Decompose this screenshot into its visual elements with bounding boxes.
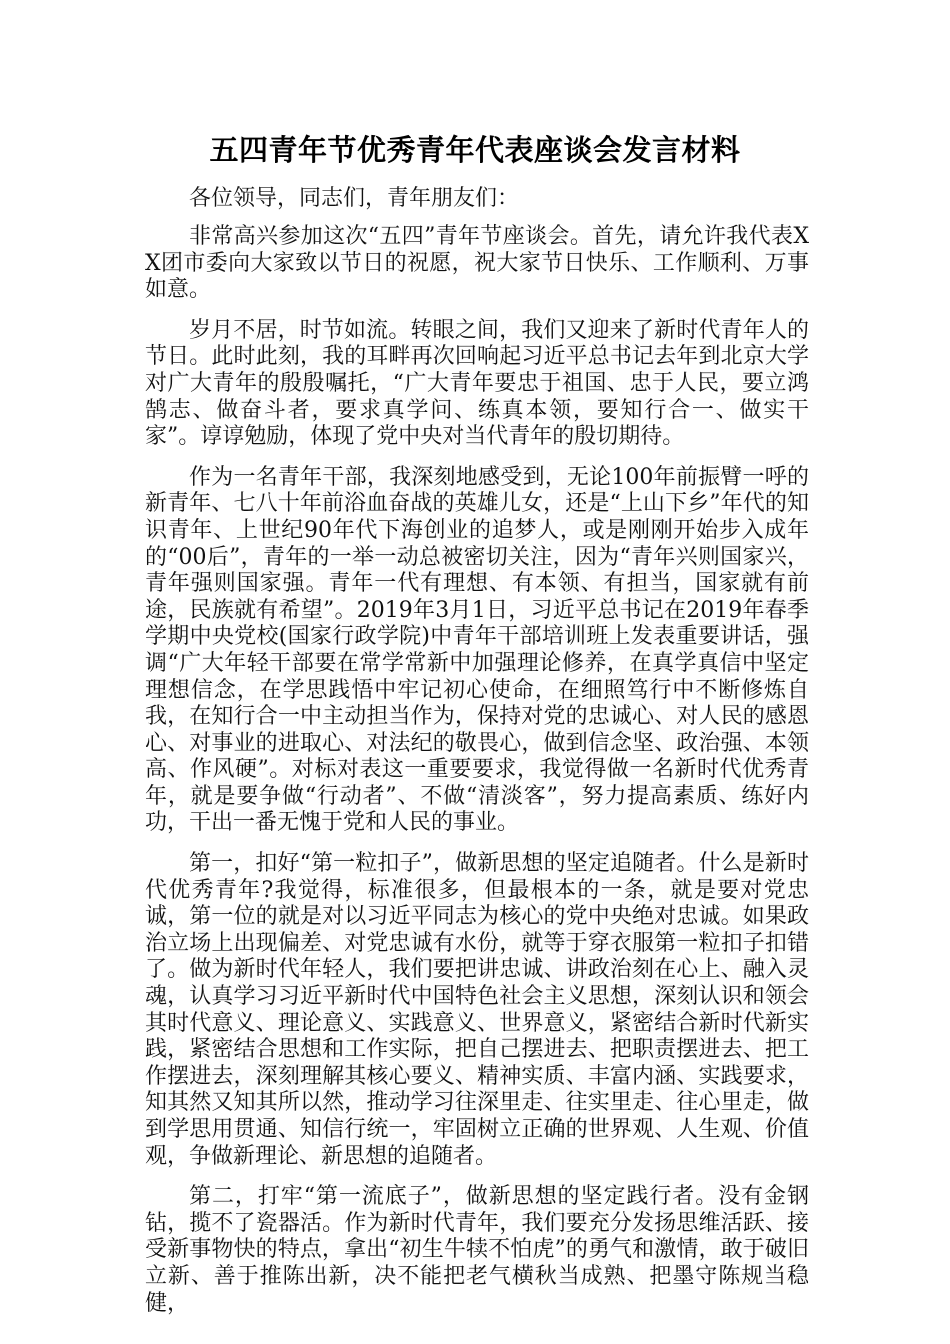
document-body [145, 184, 809, 1331]
greeting: 各位领导，同志们，青年朋友们： [189, 186, 520, 211]
paragraph-2: 岁月不居，时节如流。转眼之间，我们又迎来了新时代青年人的节日。此时此刻，我的耳畔再次回响起习近平总书记去年到北京大学对广大青年的殷殷嘱托，“广大青年要忠于祖国、忠于人民，要立鸿鹄志、做奋斗者，要求真学问、练真本领，要知行合一、做实干家”。谆谆勉励，体现了党中央对当代青年的殷切期待。 [145, 317, 809, 450]
paragraph-4: 第一，扣好“第一粒扣子”，做新思想的坚定追随者。什么是新时代优秀青年?我觉得，标准很多，但最根本的一条，就是要对党忠诚，第一位的就是对以习近平同志为核心的党中央绝对忠诚。如果政治立场上出现偏差、对党忠诚有水份，就等于穿衣服第一粒扣子扣错了。做为新时代年轻人，我们要把讲忠诚、讲政治刻在心上、融入灵魂，认真学习习近平新时代中国特色社会主义思想，深刻认识和领会其时代意义、理论意义、实践意义、世界意义，紧密结合新时代新实践，紧密结合思想和工作实际，把自己摆进去、把职责摆进去、把工作摆进去，深刻理解其核心要义、精神实质、丰富内涵、实践要求，知其然又知其所以然，推动学习往深里走、往实里走、往心里走，做到学思用贯通、知信行统一，牢固树立正确的世界观、人生观、价值观，争做新理论、新思想的追随者。 [145, 851, 809, 1169]
paragraph-1: 非常高兴参加这次“五四”青年节座谈会。首先，请允许我代表XX团市委向大家致以节日的祝愿，祝大家节日快乐、工作顺利、万事如意。 [145, 224, 809, 303]
paragraph-5: 第二，打牢“第一流底子”，做新思想的坚定践行者。没有金钢钻，揽不了瓷器活。作为新时代青年，我们要充分发扬思维活跃、接受新事物快的特点，拿出“初生牛犊不怕虎”的勇气和激情，敢于破旧立新、善于推陈出新，决不能把老气横秋当成熟、把墨守陈规当稳健， [145, 1184, 809, 1316]
paragraph-3: 作为一名青年干部，我深刻地感受到，无论100年前振臂一呼的新青年、七八十年前浴血奋战的英雄儿女，还是“上山下乡”年代的知识青年、上世纪90年代下海创业的追梦人，或是刚刚开始步入成年的“00后”，青年的一举一动总被密切关注，因为“青年兴则国家兴，青年强则国家强。青年一代有理想、有本领、有担当，国家就有前途，民族就有希望”。2019年3月1日，习近平总书记在2019年春季学期中央党校(国家行政学院)中青年干部培训班上发表重要讲话，强调“广大年轻干部要在常学常新中加强理论修养，在真学真信中坚定理想信念，在学思践悟中牢记初心使命，在细照笃行中不断修炼自我，在知行合一中主动担当作为，保持对党的忠诚心、对人民的感恩心、对事业的进取心、对法纪的敬畏心，做到信念坚、政治强、本领高、作风硬”。对标对表这一重要要求，我觉得做一名新时代优秀青年，就是要争做“行动者”、不做“清淡客”，努力提高素质、练好内功，干出一番无愧于党和人民的事业。 [145, 464, 809, 836]
document-title: 五四青年节优秀青年代表座谈会发言材料 [209, 133, 741, 167]
